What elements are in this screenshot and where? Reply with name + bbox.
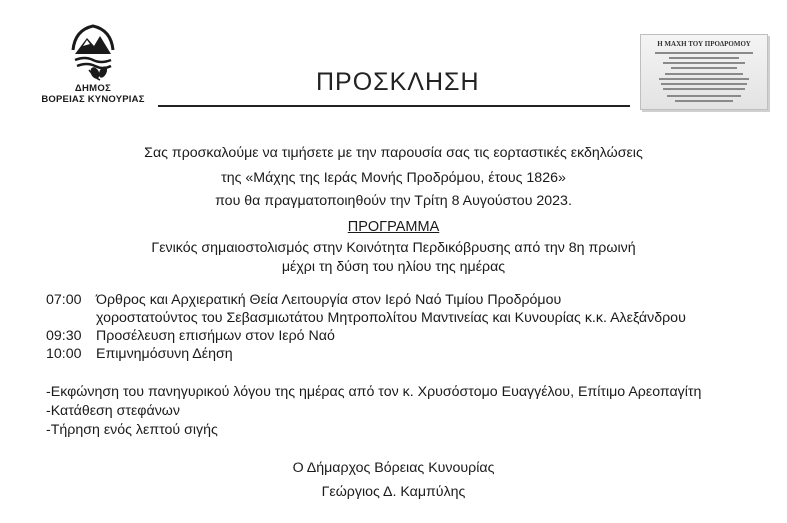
logo-line-1: ΔΗΜΟΣ [74, 83, 112, 94]
program-intro-line-1: Γενικός σημαιοστολισμός στην Κοινότητα Περδικόβρυσης από την 8η πρωινή [151, 240, 636, 256]
schedule-item-continuation [46, 310, 686, 326]
intro-line-3: που θα πραγματοποιηθούν την Τρίτη 8 Αυγούστου 2023. [215, 193, 572, 209]
municipality-logo [28, 20, 158, 105]
logo-line-2: ΒΟΡΕΙΑΣ ΚΥΝΟΥΡΙΑΣ [41, 94, 145, 105]
signature-role: Ο Δήμαρχος Βόρειας Κυνουρίας [292, 460, 495, 476]
schedule-text: Όρθρος και Αρχιερατική Θεία Λειτουργία στον Ιερό Ναό Τιμίου Προδρόμου [96, 292, 562, 308]
title-divider [158, 105, 630, 107]
schedule-time: 09:30 [46, 328, 82, 344]
plaque-heading: Η ΜΑΧΗ ΤΟΥ ΠΡΟΔΡΟΜΟΥ [657, 40, 751, 48]
intro-line-2: της «Μάχης της Ιεράς Μονής Προδρόμου, έτους 1826» [221, 170, 566, 186]
mountain-olive-icon [67, 20, 119, 82]
schedule-text-continuation: χοροστατούντος του Σεβασμιωτάτου Μητροπολίτου Μαντινείας και Κυνουρίας κ.κ. Αλεξάνδρου [96, 310, 686, 326]
schedule-item [46, 328, 335, 344]
schedule-item [46, 346, 233, 362]
schedule-text: Προσέλευση επισήμων στον Ιερό Ναό [96, 328, 335, 344]
program-intro-line-2: μέχρι τη δύση του ηλίου της ημέρας [281, 259, 506, 275]
bullet-item: -Κατάθεση στεφάνων [46, 403, 180, 419]
bullet-item: -Τήρηση ενός λεπτού σιγής [46, 422, 218, 438]
page-title: ΠΡΟΣΚΛΗΣΗ [316, 68, 480, 96]
memorial-plaque-image [640, 34, 768, 110]
schedule-time: 10:00 [46, 346, 82, 362]
schedule-item [46, 292, 561, 308]
schedule-text: Επιμνημόσυνη Δέηση [96, 346, 233, 362]
intro-line-1: Σας προσκαλούμε να τιμήσετε με την παρουσία σας τις εορταστικές εκδηλώσεις [144, 145, 643, 161]
program-heading: ΠΡΟΓΡΑΜΜΑ [347, 219, 440, 235]
schedule-time: 07:00 [46, 292, 82, 308]
bullet-item: -Εκφώνηση του πανηγυρικού λόγου της ημέρας από τον κ. Χρυσόστομο Ευαγγέλου, Επίτιμο Αρεοπαγίτη [46, 384, 702, 400]
signature-name: Γεώργιος Δ. Καμπύλης [321, 484, 466, 500]
